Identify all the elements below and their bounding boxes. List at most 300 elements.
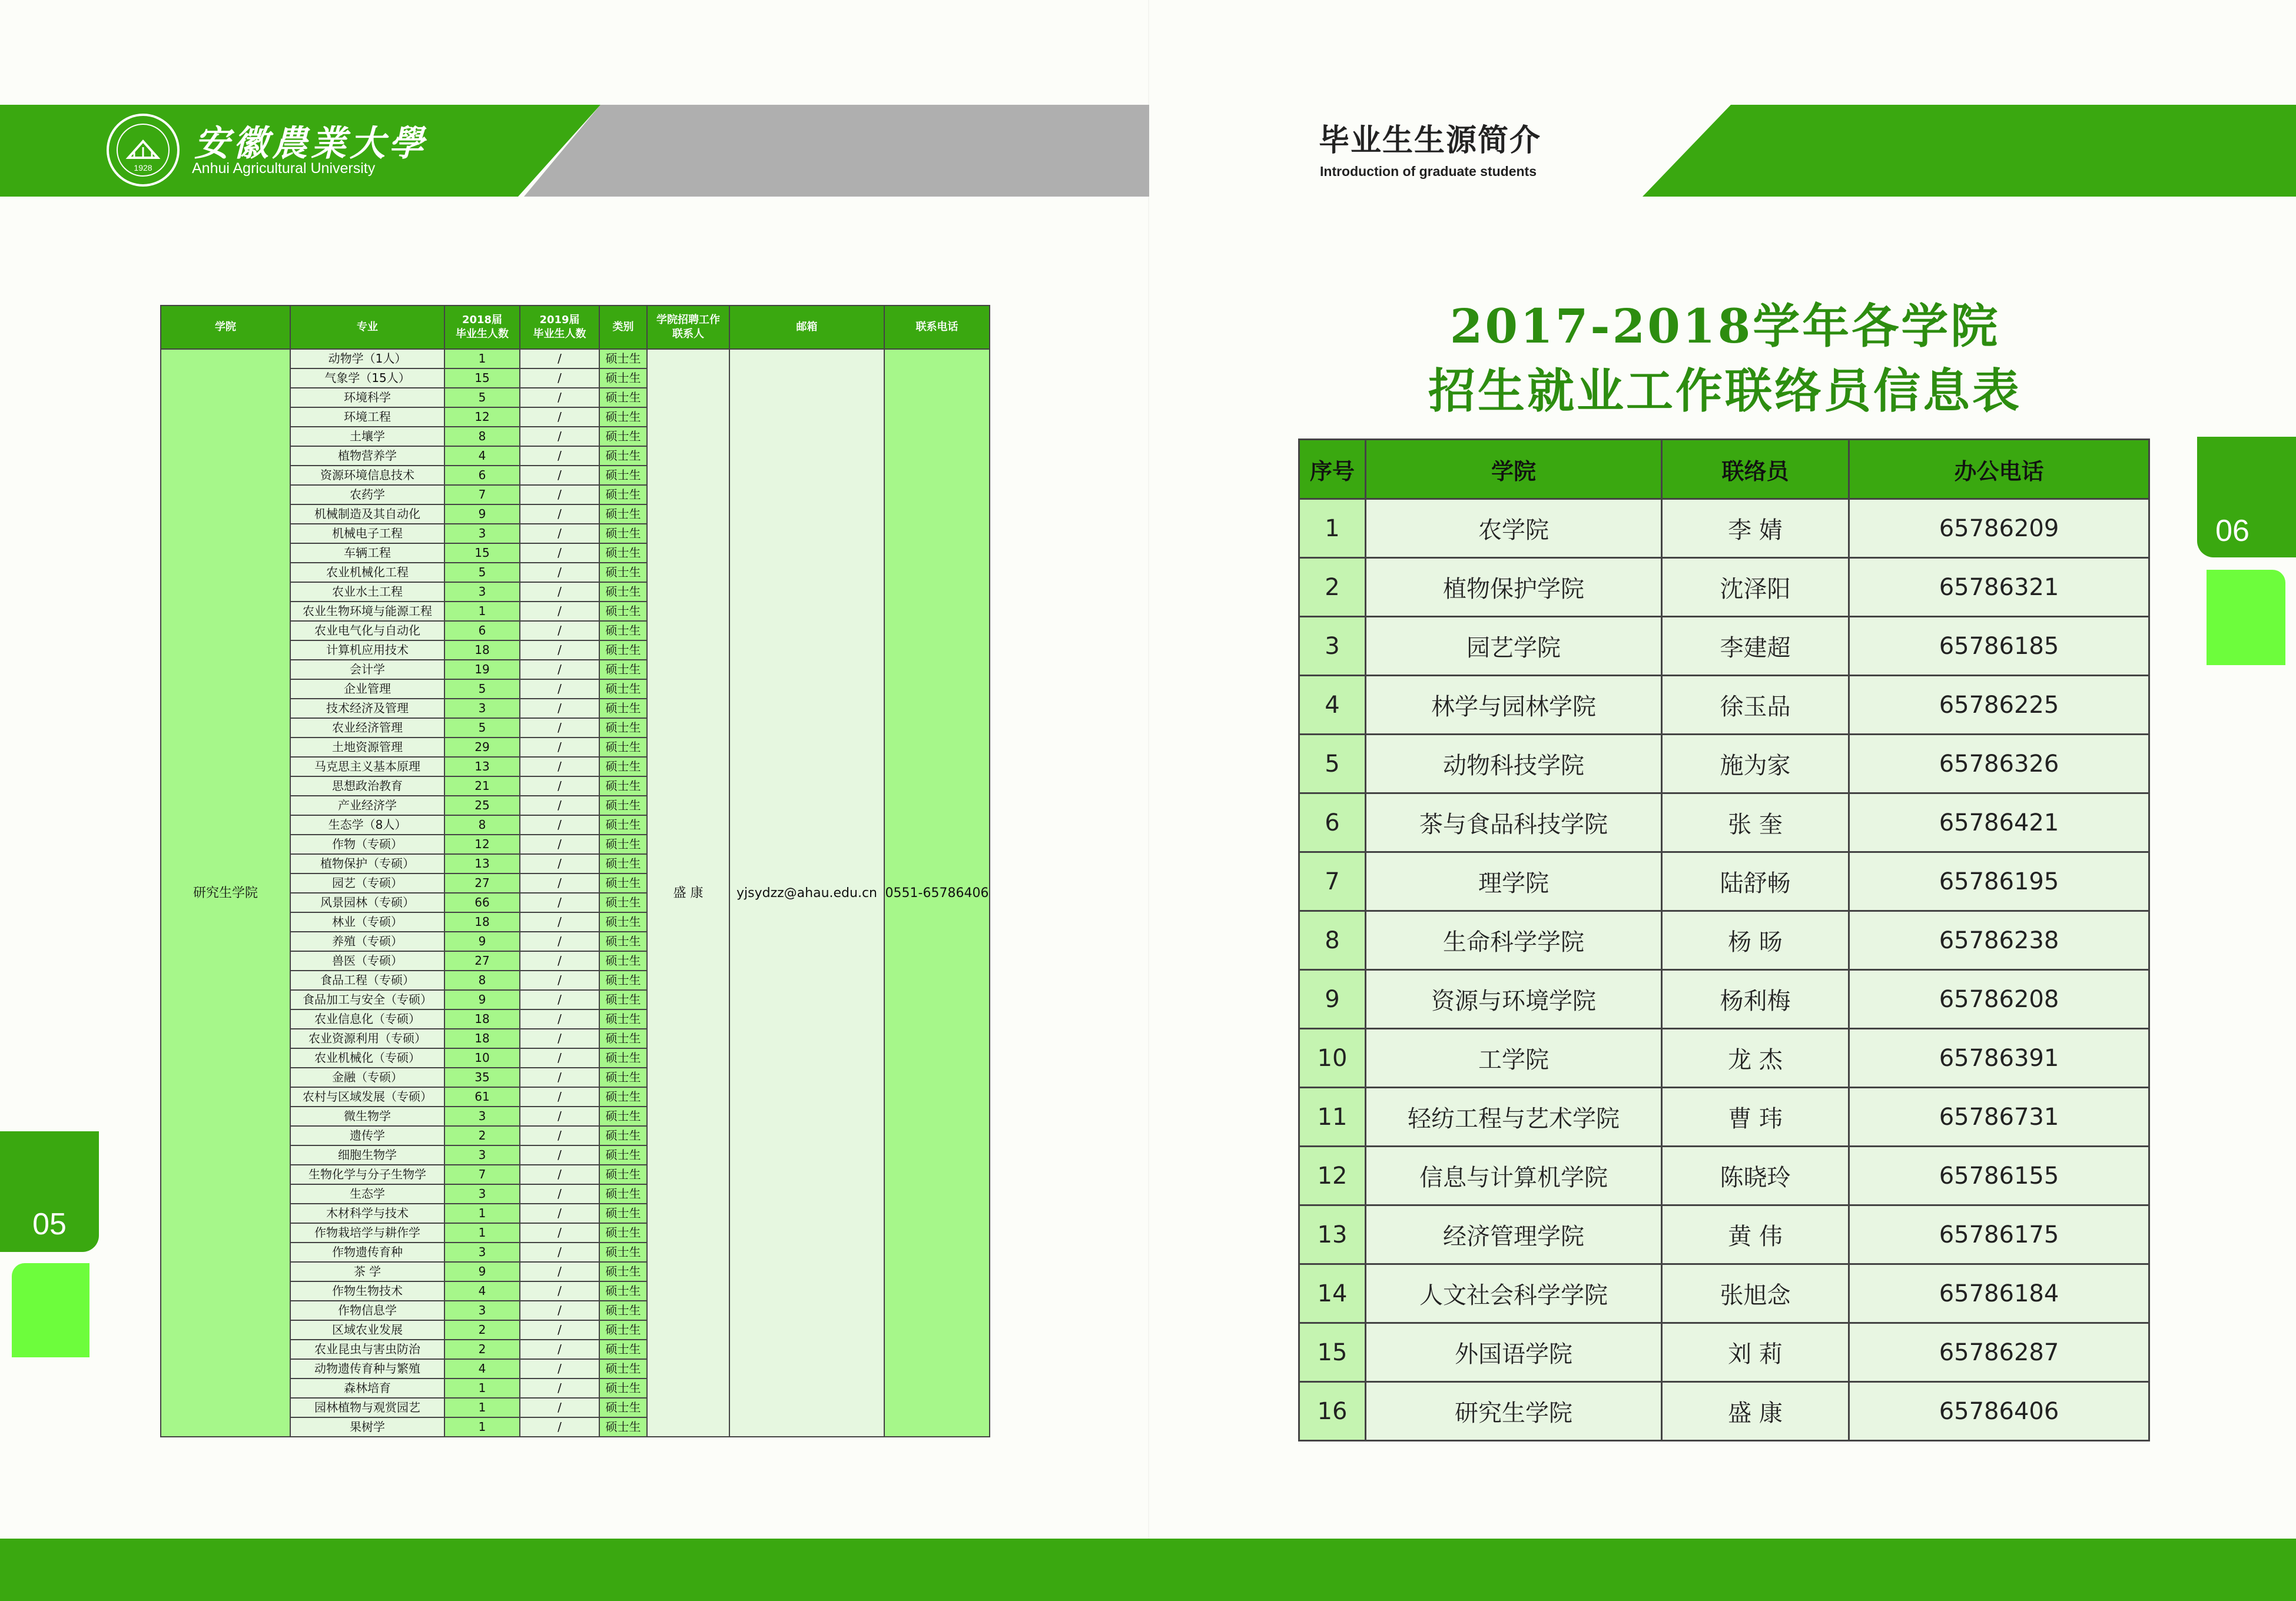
category-cell: 硕士生 <box>599 1340 647 1359</box>
category-cell: 硕士生 <box>599 1301 647 1320</box>
category-cell: 硕士生 <box>599 1417 647 1437</box>
graduates-2019-cell: / <box>520 1009 599 1029</box>
college-name-cell: 信息与计算机学院 <box>1366 1147 1662 1205</box>
graduates-2019-cell: / <box>520 543 599 563</box>
university-name-cn: 安徽農業大學 <box>194 123 427 164</box>
contact-table-header: 办公电话 <box>1849 440 2149 499</box>
graduates-2018-cell: 35 <box>444 1068 520 1087</box>
index-cell: 8 <box>1299 911 1366 970</box>
major-cell: 土地资源管理 <box>290 738 444 757</box>
major-cell: 风景园林（专硕） <box>290 893 444 912</box>
graduates-2018-cell: 6 <box>444 621 520 640</box>
college-name-cell: 茶与食品科技学院 <box>1366 793 1662 852</box>
graduates-2018-cell: 27 <box>444 873 520 893</box>
college-name-cell: 理学院 <box>1366 852 1662 911</box>
liaison-cell: 龙 杰 <box>1662 1029 1849 1088</box>
graduates-2018-cell: 2 <box>444 1320 520 1340</box>
category-cell: 硕士生 <box>599 621 647 640</box>
college-name-cell: 工学院 <box>1366 1029 1662 1088</box>
category-cell: 硕士生 <box>599 1145 647 1165</box>
major-cell: 土壤学 <box>290 427 444 446</box>
graduates-2019-cell: / <box>520 602 599 621</box>
major-cell: 园林植物与观赏园艺 <box>290 1398 444 1417</box>
graduates-2019-cell: / <box>520 1126 599 1145</box>
graduates-2018-cell: 3 <box>444 1184 520 1204</box>
graduates-2018-cell: 6 <box>444 466 520 485</box>
index-cell: 4 <box>1299 676 1366 735</box>
major-cell: 生态学 <box>290 1184 444 1204</box>
major-cell: 茶 学 <box>290 1262 444 1281</box>
left-table-header: 2018届 毕业生人数 <box>444 305 520 349</box>
contact-table-row <box>1299 1382 2149 1441</box>
left-table-header: 学院招聘工作 联系人 <box>647 305 729 349</box>
graduates-2018-cell: 29 <box>444 738 520 757</box>
graduates-2019-cell: / <box>520 971 599 990</box>
major-cell: 农业昆虫与害虫防治 <box>290 1340 444 1359</box>
major-cell: 机械制造及其自动化 <box>290 504 444 524</box>
liaison-cell: 曹 玮 <box>1662 1088 1849 1147</box>
major-cell: 农业电气化与自动化 <box>290 621 444 640</box>
major-cell: 会计学 <box>290 660 444 679</box>
index-cell: 11 <box>1299 1088 1366 1147</box>
office-phone-cell: 65786321 <box>1849 558 2149 617</box>
office-phone-cell: 65786209 <box>1849 499 2149 558</box>
category-cell: 硕士生 <box>599 524 647 543</box>
major-cell: 区域农业发展 <box>290 1320 444 1340</box>
major-cell: 动物学（1人） <box>290 349 444 368</box>
category-cell: 硕士生 <box>599 990 647 1009</box>
graduates-2018-cell: 21 <box>444 776 520 796</box>
major-cell: 环境工程 <box>290 407 444 427</box>
graduates-2018-cell: 18 <box>444 912 520 932</box>
category-cell: 硕士生 <box>599 1087 647 1107</box>
office-phone-cell: 65786421 <box>1849 793 2149 852</box>
liaison-cell: 陆舒畅 <box>1662 852 1849 911</box>
university-logo <box>105 112 181 188</box>
college-name-cell: 园艺学院 <box>1366 617 1662 676</box>
graduate-majors-table <box>160 305 990 1437</box>
major-cell: 农村与区域发展（专硕） <box>290 1087 444 1107</box>
category-cell: 硕士生 <box>599 407 647 427</box>
contact-table-row <box>1299 617 2149 676</box>
category-cell: 硕士生 <box>599 1048 647 1068</box>
page-tab-left-accent <box>12 1263 89 1357</box>
office-phone-cell: 65786175 <box>1849 1205 2149 1264</box>
major-cell: 农业生物环境与能源工程 <box>290 602 444 621</box>
graduates-2018-cell: 12 <box>444 835 520 854</box>
college-name-cell: 研究生学院 <box>1366 1382 1662 1441</box>
graduates-2019-cell: / <box>520 1048 599 1068</box>
graduates-2019-cell: / <box>520 407 599 427</box>
category-cell: 硕士生 <box>599 1359 647 1379</box>
major-cell: 企业管理 <box>290 679 444 699</box>
graduates-2019-cell: / <box>520 1204 599 1223</box>
contact-table-title-line2: 招生就业工作联络员信息表 <box>1428 363 2022 418</box>
major-cell: 计算机应用技术 <box>290 640 444 660</box>
graduates-2018-cell: 7 <box>444 1165 520 1184</box>
major-cell: 食品加工与安全（专硕） <box>290 990 444 1009</box>
major-cell: 产业经济学 <box>290 796 444 815</box>
office-phone-cell: 65786326 <box>1849 735 2149 793</box>
graduates-2018-cell: 8 <box>444 971 520 990</box>
contact-table-header: 联络员 <box>1662 440 1849 499</box>
category-cell: 硕士生 <box>599 368 647 388</box>
graduates-2019-cell: / <box>520 679 599 699</box>
contact-table-row <box>1299 1205 2149 1264</box>
graduates-2019-cell: / <box>520 388 599 407</box>
major-cell: 生物化学与分子生物学 <box>290 1165 444 1184</box>
category-cell: 硕士生 <box>599 388 647 407</box>
graduates-2019-cell: / <box>520 796 599 815</box>
liaison-cell: 徐玉品 <box>1662 676 1849 735</box>
major-cell: 农业资源利用（专硕） <box>290 1029 444 1048</box>
graduates-2019-cell: / <box>520 893 599 912</box>
graduates-2019-cell: / <box>520 912 599 932</box>
graduates-2018-cell: 2 <box>444 1126 520 1145</box>
left-table-header: 邮箱 <box>729 305 884 349</box>
contact-table-row <box>1299 852 2149 911</box>
graduates-2018-cell: 10 <box>444 1048 520 1068</box>
graduates-2019-cell: / <box>520 1301 599 1320</box>
email-cell: yjsydzz@ahau.edu.cn <box>729 349 884 1437</box>
graduates-2019-cell: / <box>520 1359 599 1379</box>
index-cell: 3 <box>1299 617 1366 676</box>
graduates-2018-cell: 1 <box>444 1204 520 1223</box>
contact-table-row <box>1299 676 2149 735</box>
category-cell: 硕士生 <box>599 466 647 485</box>
graduates-2019-cell: / <box>520 1243 599 1262</box>
graduates-2019-cell: / <box>520 1398 599 1417</box>
major-cell: 农业机械化（专硕） <box>290 1048 444 1068</box>
major-cell: 资源环境信息技术 <box>290 466 444 485</box>
section-title-cn: 毕业生生源简介 <box>1319 123 1542 158</box>
category-cell: 硕士生 <box>599 1107 647 1126</box>
contact-table-title-line1: 2017-2018学年各学院 <box>1449 298 2000 354</box>
liaison-cell: 陈晓玲 <box>1662 1147 1849 1205</box>
graduates-2018-cell: 4 <box>444 1359 520 1379</box>
category-cell: 硕士生 <box>599 699 647 718</box>
major-cell: 车辆工程 <box>290 543 444 563</box>
graduates-2019-cell: / <box>520 815 599 835</box>
liaison-cell: 杨利梅 <box>1662 970 1849 1029</box>
category-cell: 硕士生 <box>599 932 647 951</box>
office-phone-cell: 65786184 <box>1849 1264 2149 1323</box>
index-cell: 9 <box>1299 970 1366 1029</box>
contact-table-row <box>1299 1323 2149 1382</box>
logo-year: 1928 <box>134 163 152 172</box>
graduates-2018-cell: 15 <box>444 368 520 388</box>
index-cell: 6 <box>1299 793 1366 852</box>
major-cell: 马克思主义基本原理 <box>290 757 444 776</box>
section-title-en: Introduction of graduate students <box>1320 164 1537 179</box>
major-cell: 农业水土工程 <box>290 582 444 602</box>
contact-table-row <box>1299 911 2149 970</box>
contact-table-row <box>1299 558 2149 617</box>
major-cell: 林业（专硕） <box>290 912 444 932</box>
graduates-2018-cell: 1 <box>444 1398 520 1417</box>
major-cell: 植物营养学 <box>290 446 444 466</box>
major-cell: 作物信息学 <box>290 1301 444 1320</box>
major-cell: 作物（专硕） <box>290 835 444 854</box>
graduates-2019-cell: / <box>520 368 599 388</box>
index-cell: 14 <box>1299 1264 1366 1323</box>
graduates-2019-cell: / <box>520 718 599 738</box>
index-cell: 10 <box>1299 1029 1366 1088</box>
category-cell: 硕士生 <box>599 1009 647 1029</box>
graduates-2019-cell: / <box>520 1029 599 1048</box>
category-cell: 硕士生 <box>599 427 647 446</box>
college-name-cell: 外国语学院 <box>1366 1323 1662 1382</box>
graduates-2019-cell: / <box>520 1107 599 1126</box>
liaison-cell: 盛 康 <box>1662 1382 1849 1441</box>
graduates-2018-cell: 8 <box>444 815 520 835</box>
contact-table-row <box>1299 735 2149 793</box>
contact-table-row <box>1299 793 2149 852</box>
index-cell: 2 <box>1299 558 1366 617</box>
contact-table-header: 学院 <box>1366 440 1662 499</box>
office-phone-cell: 65786195 <box>1849 852 2149 911</box>
graduates-2019-cell: / <box>520 854 599 873</box>
major-cell: 兽医（专硕） <box>290 951 444 971</box>
graduates-2018-cell: 2 <box>444 1340 520 1359</box>
college-name-cell: 经济管理学院 <box>1366 1205 1662 1264</box>
liaison-cell: 张旭念 <box>1662 1264 1849 1323</box>
liaison-cell: 黄 伟 <box>1662 1205 1849 1264</box>
category-cell: 硕士生 <box>599 971 647 990</box>
category-cell: 硕士生 <box>599 796 647 815</box>
left-table-header: 2019届 毕业生人数 <box>520 305 599 349</box>
category-cell: 硕士生 <box>599 776 647 796</box>
college-name-cell: 人文社会科学学院 <box>1366 1264 1662 1323</box>
liaison-cell: 李 婧 <box>1662 499 1849 558</box>
graduates-2019-cell: / <box>520 446 599 466</box>
major-cell: 动物遗传育种与繁殖 <box>290 1359 444 1379</box>
major-cell: 作物遗传育种 <box>290 1243 444 1262</box>
major-cell: 木材科学与技术 <box>290 1204 444 1223</box>
office-phone-cell: 65786731 <box>1849 1088 2149 1147</box>
major-cell: 食品工程（专硕） <box>290 971 444 990</box>
graduates-2019-cell: / <box>520 1223 599 1243</box>
university-name-en: Anhui Agricultural University <box>192 160 376 177</box>
graduates-2018-cell: 19 <box>444 660 520 679</box>
phone-cell: 0551-65786406 <box>884 349 990 1437</box>
graduates-2019-cell: / <box>520 485 599 504</box>
header-band-gray <box>524 105 1149 197</box>
graduates-2019-cell: / <box>520 621 599 640</box>
liaison-cell: 杨 旸 <box>1662 911 1849 970</box>
graduates-2018-cell: 9 <box>444 990 520 1009</box>
category-cell: 硕士生 <box>599 738 647 757</box>
graduates-2019-cell: / <box>520 932 599 951</box>
graduates-2018-cell: 1 <box>444 602 520 621</box>
category-cell: 硕士生 <box>599 1223 647 1243</box>
graduates-2019-cell: / <box>520 427 599 446</box>
graduates-2018-cell: 12 <box>444 407 520 427</box>
category-cell: 硕士生 <box>599 543 647 563</box>
index-cell: 7 <box>1299 852 1366 911</box>
index-cell: 1 <box>1299 499 1366 558</box>
graduates-2019-cell: / <box>520 1320 599 1340</box>
graduates-2018-cell: 3 <box>444 582 520 602</box>
office-phone-cell: 65786185 <box>1849 617 2149 676</box>
major-cell: 农业机械化工程 <box>290 563 444 582</box>
graduates-2018-cell: 7 <box>444 485 520 504</box>
major-cell: 园艺（专硕） <box>290 873 444 893</box>
category-cell: 硕士生 <box>599 660 647 679</box>
office-phone-cell: 65786208 <box>1849 970 2149 1029</box>
category-cell: 硕士生 <box>599 1398 647 1417</box>
graduates-2019-cell: / <box>520 1165 599 1184</box>
page-spine <box>1148 0 1149 1601</box>
contact-table <box>1298 439 2150 1441</box>
graduates-2018-cell: 1 <box>444 349 520 368</box>
category-cell: 硕士生 <box>599 1262 647 1281</box>
category-cell: 硕士生 <box>599 854 647 873</box>
college-name-cell: 动物科技学院 <box>1366 735 1662 793</box>
graduates-2018-cell: 5 <box>444 563 520 582</box>
footer-band <box>0 1539 2296 1601</box>
graduates-2018-cell: 15 <box>444 543 520 563</box>
graduates-2018-cell: 13 <box>444 757 520 776</box>
major-cell: 生态学（8人） <box>290 815 444 835</box>
category-cell: 硕士生 <box>599 912 647 932</box>
graduates-2019-cell: / <box>520 757 599 776</box>
college-name-cell: 林学与园林学院 <box>1366 676 1662 735</box>
graduates-2018-cell: 4 <box>444 446 520 466</box>
graduates-2019-cell: / <box>520 1379 599 1398</box>
category-cell: 硕士生 <box>599 679 647 699</box>
graduates-2019-cell: / <box>520 582 599 602</box>
liaison-cell: 施为家 <box>1662 735 1849 793</box>
office-phone-cell: 65786238 <box>1849 911 2149 970</box>
college-cell: 研究生学院 <box>161 349 290 1437</box>
graduates-2018-cell: 27 <box>444 951 520 971</box>
category-cell: 硕士生 <box>599 1379 647 1398</box>
category-cell: 硕士生 <box>599 951 647 971</box>
graduates-2018-cell: 4 <box>444 1281 520 1301</box>
liaison-cell: 张 奎 <box>1662 793 1849 852</box>
graduates-2019-cell: / <box>520 990 599 1009</box>
graduates-2018-cell: 3 <box>444 699 520 718</box>
office-phone-cell: 65786225 <box>1849 676 2149 735</box>
graduates-2018-cell: 5 <box>444 718 520 738</box>
major-cell: 农业经济管理 <box>290 718 444 738</box>
liaison-cell: 沈泽阳 <box>1662 558 1849 617</box>
graduates-2019-cell: / <box>520 1145 599 1165</box>
major-cell: 森林培育 <box>290 1379 444 1398</box>
category-cell: 硕士生 <box>599 1243 647 1262</box>
major-cell: 植物保护（专硕） <box>290 854 444 873</box>
major-cell: 微生物学 <box>290 1107 444 1126</box>
graduates-2018-cell: 66 <box>444 893 520 912</box>
graduates-2018-cell: 3 <box>444 1301 520 1320</box>
graduates-2019-cell: / <box>520 738 599 757</box>
page-number-right: 06 <box>2215 514 2249 548</box>
graduates-2019-cell: / <box>520 776 599 796</box>
major-cell: 作物生物技术 <box>290 1281 444 1301</box>
graduates-2018-cell: 18 <box>444 640 520 660</box>
category-cell: 硕士生 <box>599 1029 647 1048</box>
category-cell: 硕士生 <box>599 873 647 893</box>
index-cell: 13 <box>1299 1205 1366 1264</box>
graduates-2019-cell: / <box>520 466 599 485</box>
category-cell: 硕士生 <box>599 1184 647 1204</box>
graduates-2019-cell: / <box>520 1281 599 1301</box>
graduates-2018-cell: 25 <box>444 796 520 815</box>
graduates-2019-cell: / <box>520 835 599 854</box>
graduates-2019-cell: / <box>520 1068 599 1087</box>
graduates-2019-cell: / <box>520 349 599 368</box>
graduates-2019-cell: / <box>520 1340 599 1359</box>
category-cell: 硕士生 <box>599 563 647 582</box>
category-cell: 硕士生 <box>599 1204 647 1223</box>
graduates-2018-cell: 18 <box>444 1029 520 1048</box>
liaison-cell: 刘 莉 <box>1662 1323 1849 1382</box>
graduates-2018-cell: 61 <box>444 1087 520 1107</box>
page-tab-right-accent <box>2207 570 2285 665</box>
college-name-cell: 农学院 <box>1366 499 1662 558</box>
graduates-2018-cell: 1 <box>444 1223 520 1243</box>
college-name-cell: 生命科学学院 <box>1366 911 1662 970</box>
major-cell: 遗传学 <box>290 1126 444 1145</box>
contact-table-row <box>1299 1147 2149 1205</box>
graduates-2018-cell: 5 <box>444 388 520 407</box>
liaison-cell: 李建超 <box>1662 617 1849 676</box>
major-cell: 思想政治教育 <box>290 776 444 796</box>
page-number-left: 05 <box>32 1207 67 1241</box>
contact-table-header: 序号 <box>1299 440 1366 499</box>
category-cell: 硕士生 <box>599 1281 647 1301</box>
graduates-2018-cell: 5 <box>444 679 520 699</box>
graduates-2018-cell: 8 <box>444 427 520 446</box>
category-cell: 硕士生 <box>599 485 647 504</box>
index-cell: 15 <box>1299 1323 1366 1382</box>
contact-table-row <box>1299 1029 2149 1088</box>
major-cell: 果树学 <box>290 1417 444 1437</box>
category-cell: 硕士生 <box>599 504 647 524</box>
graduates-2019-cell: / <box>520 660 599 679</box>
index-cell: 5 <box>1299 735 1366 793</box>
major-cell: 细胞生物学 <box>290 1145 444 1165</box>
left-table-header: 类别 <box>599 305 647 349</box>
graduates-2018-cell: 9 <box>444 932 520 951</box>
major-cell: 环境科学 <box>290 388 444 407</box>
index-cell: 16 <box>1299 1382 1366 1441</box>
category-cell: 硕士生 <box>599 835 647 854</box>
major-cell: 金融（专硕） <box>290 1068 444 1087</box>
graduates-2019-cell: / <box>520 699 599 718</box>
graduates-2018-cell: 3 <box>444 524 520 543</box>
college-name-cell: 植物保护学院 <box>1366 558 1662 617</box>
contact-table-row <box>1299 499 2149 558</box>
graduates-2019-cell: / <box>520 524 599 543</box>
office-phone-cell: 65786155 <box>1849 1147 2149 1205</box>
left-table-header: 学院 <box>161 305 290 349</box>
left-table-header: 联系电话 <box>884 305 990 349</box>
category-cell: 硕士生 <box>599 1320 647 1340</box>
graduates-2019-cell: / <box>520 1184 599 1204</box>
major-cell: 农业信息化（专硕） <box>290 1009 444 1029</box>
graduates-2018-cell: 1 <box>444 1417 520 1437</box>
category-cell: 硕士生 <box>599 1126 647 1145</box>
major-cell: 农药学 <box>290 485 444 504</box>
category-cell: 硕士生 <box>599 718 647 738</box>
left-table-header: 专业 <box>290 305 444 349</box>
major-cell: 技术经济及管理 <box>290 699 444 718</box>
graduates-2019-cell: / <box>520 1417 599 1437</box>
graduates-2018-cell: 3 <box>444 1243 520 1262</box>
graduates-2018-cell: 1 <box>444 1379 520 1398</box>
